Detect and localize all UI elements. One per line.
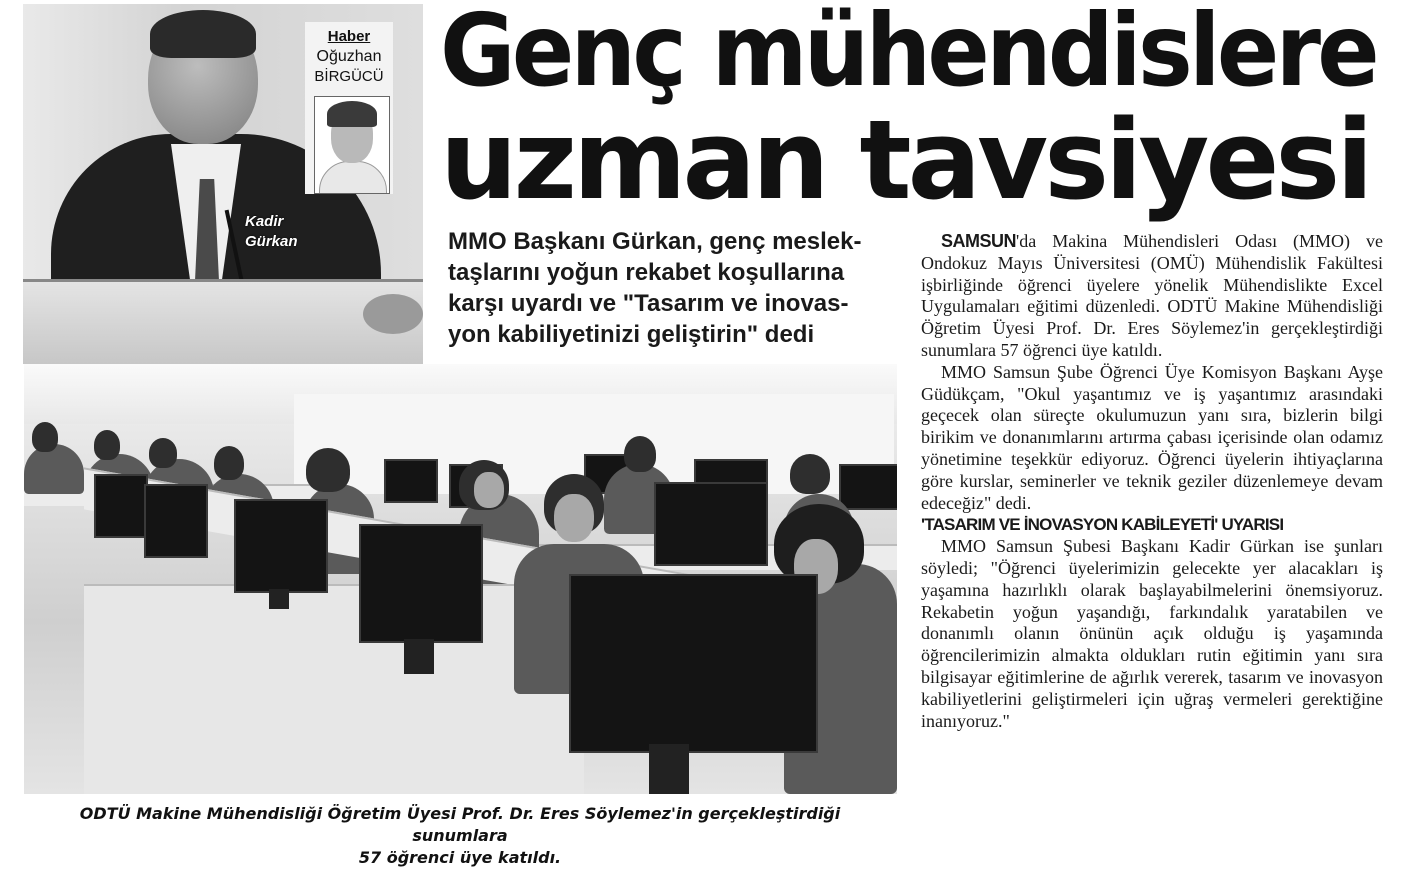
photo-caption-line-1: ODTÜ Makine Mühendisliği Öğretim Üyesi Prof. Dr. Eres Söylemez'in gerçekleştirdiği sunumlara — [79, 804, 841, 845]
deck-line: yon kabiliyetinizi geliştirin" dedi — [448, 321, 815, 348]
paragraph-3: MMO Samsun Şubesi Başkanı Kadir Gürkan ise şunları söyledi; "Öğrenci üyelerimizin gelecekte yer alacakları iş yaşamına hazırlıklı olarak başlayabilmelerini önemsiyoruz. Rekabetin yoğun yaşandığı, farkındalık yaratabilen ve donanımlı olanın önünün açık olduğu iş yaşamında öğrencilerimizin almakta oldukları rutin eğitimin yanı sıra bilgisayar eğitimlerine de ağırlık vererek, tasarım ve inovasyon kabiliyetlerini geliştirmeleri için uğraş vermeleri gerektiğine inanıyoruz." — [921, 536, 1383, 731]
deck-line: karşı uyardı ve "Tasarım ve inovas- — [448, 290, 849, 317]
paragraph-1 — [921, 231, 1383, 362]
speaker-last-name: Gürkan — [245, 233, 298, 250]
headline-line-2: uzman tavsiyesi — [440, 96, 1370, 224]
byline-last-name: BİRGÜCÜ — [314, 68, 384, 85]
byline-label: Haber — [327, 28, 371, 45]
photo-caption-line-2: 57 öğrenci üye katıldı. — [358, 848, 562, 867]
speaker-name-caption — [245, 212, 325, 252]
article-deck — [448, 226, 908, 350]
byline-first-name: Oğuzhan — [316, 48, 382, 65]
speaker-first-name: Kadir — [245, 213, 284, 230]
article-body — [921, 231, 1383, 732]
reporter-photo — [314, 96, 390, 194]
photo-caption — [30, 803, 890, 869]
subheading: 'TASARIM VE İNOVASYON KABİLEYETİ' UYARISI — [921, 515, 1284, 535]
deck-line: taşlarını yoğun rekabet koşullarına — [448, 259, 845, 286]
classroom-photo — [24, 364, 897, 794]
paragraph-2: MMO Samsun Şube Öğrenci Üye Komisyon Başkanı Ayşe Güdükçam, "Okul yaşantımız ve iş yaşantımız arasındaki geçecek olan süreçte okulumuzun yanı sıra, bizlerin bilgi birikim ve donanımlarını artırma çabası içerisinde olan odamız yönetimine teşekkür ediyoruz. Öğrenci üyelerin ihtiyaçlarına göre kurslar, seminerler ve teknik geziler düzenlemeye devam edeceğiz" dedi. — [921, 361, 1383, 513]
headline-line-1: Genç mühendislere — [440, 0, 1377, 109]
dateline-city: SAMSUN — [941, 231, 1017, 251]
deck-line: MMO Başkanı Gürkan, genç meslek- — [448, 228, 862, 255]
paragraph-1-text: 'da Makina Mühendisleri Odası (MMO) ve Ondokuz Mayıs Üniversitesi (OMÜ) Mühendislik Fakültesi işbirliğinde öğrenci üyelere yönelik Mühendislikte Excel Uygulamaları eğitimi düzenledi. ODTÜ Makine Mühendisliği Öğretim Üyesi Prof. Dr. Eres Söylemez'in gerçekleştirdiği sunumlara 57 öğrenci üye katıldı. — [921, 231, 1383, 360]
